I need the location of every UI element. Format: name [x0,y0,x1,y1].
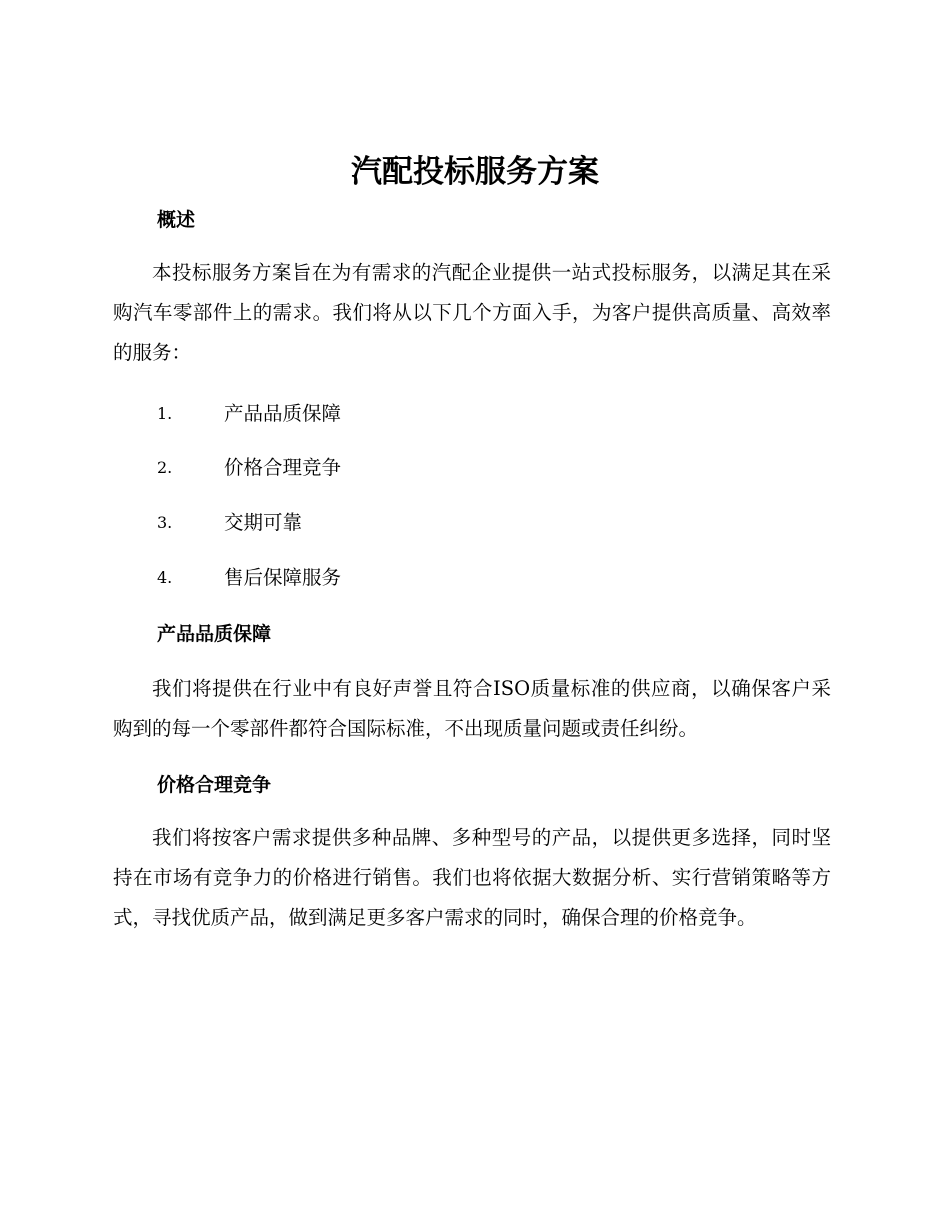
section-heading-price: 价格合理竞争 [157,774,272,796]
section-heading-overview: 概述 [157,209,196,231]
list-item-number: 1. [157,404,173,423]
list-item-number: 3. [157,513,173,532]
list-item-text: 交期可靠 [224,511,303,534]
list-item-text: 产品品质保障 [224,402,342,425]
overview-paragraph: 本投标服务方案旨在为有需求的汽配企业提供一站式投标服务，以满足其在采购汽车零部件上的需求。我们将从以下几个方面入手，为客户提供高质量、高效率的服务： [113,261,831,364]
list-item-number: 4. [157,568,173,587]
price-paragraph: 我们将按客户需求提供多种品牌、多种型号的产品，以提供更多选择，同时坚持在市场有竞争力的价格进行销售。我们也将依据大数据分析、实行营销策略等方式，寻找优质产品，做到满足更多客户需求的同时，确保合理的价格竞争。 [113,826,831,929]
list-item-text: 价格合理竞争 [224,456,342,479]
document-title: 汽配投标服务方案 [351,154,599,190]
list-item-number: 2. [157,458,173,477]
section-heading-quality: 产品品质保障 [157,623,272,645]
quality-paragraph: 我们将提供在行业中有良好声誉且符合ISO质量标准的供应商，以确保客户采购到的每一个零部件都符合国际标准，不出现质量问题或责任纠纷。 [113,677,831,740]
list-item-text: 售后保障服务 [224,566,342,589]
